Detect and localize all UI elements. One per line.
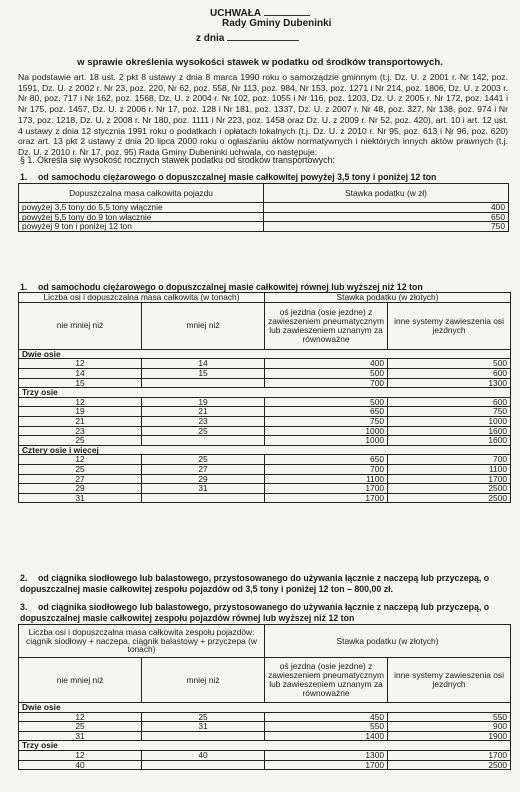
- t4-header-rate: Stawka podatku (w złotych): [265, 625, 511, 658]
- t1-row1-value: 400: [264, 203, 509, 213]
- cell-min-mass: 23: [19, 426, 142, 436]
- table-tractors-12t-plus: [18, 624, 511, 770]
- section4-heading: [20, 602, 510, 623]
- cell-min-mass: 27: [19, 474, 142, 484]
- cell-min-mass: 25: [19, 436, 142, 446]
- cell-rate-pneumatic: 1700: [265, 484, 388, 494]
- cell-rate-other: 1100: [388, 464, 511, 474]
- cell-rate-pneumatic: 1700: [265, 493, 388, 503]
- cell-max-mass: [142, 760, 265, 770]
- table-row: [19, 493, 511, 503]
- group-row: [19, 445, 511, 455]
- t1-row3-label: powyżej 9 ton i poniżej 12 ton: [19, 222, 264, 232]
- cell-rate-pneumatic: 1300: [265, 750, 388, 760]
- cell-rate-other: 550: [388, 712, 511, 722]
- cell-rate-pneumatic: 700: [265, 378, 388, 388]
- section3-text: od ciągnika siodłowego lub balastowego, przystosowanego do używania łącznie z naczepą lub przyczepą, o dopuszczalnej masie całkowitej zespołu pojazdów od 3,5 tony i poniżej 12 ton – 800,00 zł.: [20, 573, 490, 594]
- council-name: Rady Gminy Dubeninki: [222, 18, 332, 29]
- cell-rate-other: 750: [388, 407, 511, 417]
- section2-heading: [20, 282, 500, 293]
- table-row: [19, 368, 511, 378]
- date-blank: [227, 31, 299, 41]
- group-row: [19, 741, 511, 751]
- table-row: [19, 760, 511, 770]
- cell-min-mass: 40: [19, 760, 142, 770]
- section3-paragraph: [20, 573, 510, 594]
- section2-title: od samochodu ciężarowego o dopuszczalnej masie całkowitej równej lub wyższej niż 12 ton: [38, 282, 423, 292]
- group-label: Dwie osie: [19, 349, 511, 359]
- table-row: [19, 397, 511, 407]
- t2-header-axles: Liczba osi i dopuszczalna masa całkowita (w tonach): [19, 293, 265, 303]
- t1-row2-label: powyżej 5,5 tony do 9 ton włącznie: [19, 212, 264, 222]
- cell-rate-other: 2500: [388, 760, 511, 770]
- cell-max-mass: 19: [142, 397, 265, 407]
- table-row: [19, 203, 509, 213]
- doc-type: UCHWAŁA: [210, 8, 262, 19]
- cell-max-mass: 21: [142, 407, 265, 417]
- section2-number: 1.: [20, 282, 28, 292]
- date-line: [196, 31, 299, 45]
- group-row: [19, 388, 511, 398]
- cell-max-mass: 25: [142, 455, 265, 465]
- cell-max-mass: 15: [142, 368, 265, 378]
- cell-max-mass: 40: [142, 750, 265, 760]
- cell-max-mass: [142, 378, 265, 388]
- cell-min-mass: 12: [19, 455, 142, 465]
- date-prefix: z dnia: [196, 33, 225, 44]
- cell-rate-pneumatic: 550: [265, 722, 388, 732]
- t4-header-other: inne systemy zawieszenia osi jezdnych: [388, 658, 511, 703]
- table-row: [19, 731, 511, 741]
- cell-min-mass: 14: [19, 368, 142, 378]
- cell-rate-other: 1000: [388, 416, 511, 426]
- table-row: [19, 750, 511, 760]
- cell-min-mass: 29: [19, 484, 142, 494]
- group-label: Trzy osie: [19, 388, 511, 398]
- table-row: [19, 426, 511, 436]
- table-row: [19, 407, 511, 417]
- cell-rate-pneumatic: 650: [265, 455, 388, 465]
- t4-header-min: nie mniej niż: [19, 658, 142, 703]
- cell-rate-pneumatic: 1100: [265, 474, 388, 484]
- cell-max-mass: [142, 493, 265, 503]
- cell-min-mass: 12: [19, 359, 142, 369]
- cell-rate-pneumatic: 1700: [265, 760, 388, 770]
- group-label: Trzy osie: [19, 741, 511, 751]
- cell-rate-other: 1700: [388, 750, 511, 760]
- table-trucks-12t-plus: [18, 292, 511, 503]
- section4-number: 3.: [20, 602, 28, 612]
- cell-rate-pneumatic: 1000: [265, 426, 388, 436]
- cell-max-mass: 14: [142, 359, 265, 369]
- cell-max-mass: 31: [142, 484, 265, 494]
- cell-max-mass: 25: [142, 426, 265, 436]
- cell-min-mass: 12: [19, 750, 142, 760]
- table-row: [19, 378, 511, 388]
- cell-rate-other: 1900: [388, 731, 511, 741]
- cell-rate-pneumatic: 700: [265, 464, 388, 474]
- cell-min-mass: 25: [19, 464, 142, 474]
- table-row: [19, 474, 511, 484]
- table-row: [19, 436, 511, 446]
- cell-rate-other: 600: [388, 397, 511, 407]
- t2-header-other: inne systemy zawieszenia osi jezdnych: [388, 302, 511, 349]
- cell-rate-other: 1700: [388, 474, 511, 484]
- table-row: [19, 712, 511, 722]
- cell-rate-pneumatic: 1000: [265, 436, 388, 446]
- cell-max-mass: 29: [142, 474, 265, 484]
- t2-header-pneumatic: oś jezdna (osie jezdne) z zawieszeniem pneumatycznym lub zawieszeniem uznanym za równoważne: [265, 302, 388, 349]
- doc-number-blank: [264, 6, 310, 16]
- cell-rate-pneumatic: 500: [265, 397, 388, 407]
- table-row: [19, 359, 511, 369]
- t1-row2-value: 650: [264, 212, 509, 222]
- section1-heading: [20, 172, 500, 183]
- t2-header-min: nie mniej niż: [19, 302, 142, 349]
- cell-rate-pneumatic: 500: [265, 368, 388, 378]
- preamble-text: Na podstawie art. 18 ust. 2 pkt 8 ustawy z dnia 8 marca 1990 roku o samorządzie gminnym (t.j. Dz. U. z 2001 r. Nr 142, poz. 1591, Dz. U. z 2002 r. Nr 23, poz. 220, Nr 62, poz. 558, Nr 113, poz. 984, Nr 153, poz. 1271 i Nr 214, poz. 1806, Dz. U. z 2003 r. Nr 80, poz. 717 i Nr 162, poz. 1568, Dz. U. z 2004 r. Nr 102, poz. 1055 i Nr 116, poz. 1203, Dz. U. z 2005 r. Nr 172, poz. 1441 i Nr 175, poz. 1457, Dz. U. z 2006 r. Nr 17, poz. 128 i Nr 181, poz. 1337, Dz. U. z 2007 r. Nr 48, poz. 327, Nr 138, poz. 974 i Nr 173, poz. 1218, Dz. U. z 2008 r. Nr 180, poz. 1111 i Nr 223, poz. 1458 oraz Dz. U. z 2009 r. Nr 52, poz. 420), art. 10 i art. 12 ust. 4 ustawy z dnia 12 stycznia 1991 roku o podatkach i opłatach lokalnych (t.j. Dz. U. z 2010 r. Nr 95, poz. 613 i Nr 96, poz. 620) oraz art. 13 pkt 2 ustawy z dnia 20 lipca 2000 roku o ogłaszaniu aktów normatywnych i niektórych innych aktów prawnych (t.j. Dz. U. z 2010 r. Nr 17, poz. 95) Rada Gminy Dubeninki uchwala, co następuje:: [18, 72, 508, 157]
- group-row: [19, 703, 511, 713]
- cell-min-mass: 12: [19, 712, 142, 722]
- section1-title: od samochodu ciężarowego o dopuszczalnej masie całkowitej powyżej 3,5 tony i poniżej 12 ton: [38, 172, 437, 182]
- cell-rate-other: 1600: [388, 436, 511, 446]
- cell-min-mass: 21: [19, 416, 142, 426]
- group-row: [19, 349, 511, 359]
- group-label: Cztery osie i więcej: [19, 445, 511, 455]
- cell-rate-other: 1300: [388, 378, 511, 388]
- cell-min-mass: 19: [19, 407, 142, 417]
- t4-header-pneumatic: oś jezdna (osie jezdne) z zawieszeniem pneumatycznym lub zawieszeniem uznanym za równoważne: [265, 658, 388, 703]
- t1-row1-label: powyżej 3,5 tony do 5,5 tony włącznie: [19, 203, 264, 213]
- cell-max-mass: 23: [142, 416, 265, 426]
- cell-max-mass: 25: [142, 712, 265, 722]
- cell-rate-pneumatic: 450: [265, 712, 388, 722]
- section3-number: 2.: [20, 573, 28, 583]
- cell-rate-other: 900: [388, 722, 511, 732]
- table-trucks-under-12t: [18, 183, 509, 232]
- t1-row3-value: 750: [264, 222, 509, 232]
- t4-header-max: mniej niż: [142, 658, 265, 703]
- section4-title: od ciągnika siodłowego lub balastowego, przystosowanego do używania łącznie z naczepą lub przyczepą, o dopuszczalnej masie całkowitej zespołu pojazdów równej lub wyższej niż 12 ton: [20, 602, 490, 623]
- cell-max-mass: [142, 731, 265, 741]
- cell-rate-other: 600: [388, 368, 511, 378]
- t1-header-mass: Dopuszczalna masa całkowita pojazdu: [19, 184, 264, 203]
- cell-max-mass: 27: [142, 464, 265, 474]
- table-row: [19, 484, 511, 494]
- cell-max-mass: 31: [142, 722, 265, 732]
- cell-rate-other: 700: [388, 455, 511, 465]
- cell-rate-other: 1600: [388, 426, 511, 436]
- cell-min-mass: 12: [19, 397, 142, 407]
- t2-header-max: mniej niż: [142, 302, 265, 349]
- table-row: [19, 722, 511, 732]
- t4-header-axles: Liczba osi i dopuszczalna masa całkowita zespołu pojazdów: ciągnik siodłowy + naczepa, ciągnik balastowy + przyczepa (w tonach): [19, 625, 265, 658]
- cell-min-mass: 25: [19, 722, 142, 732]
- cell-min-mass: 31: [19, 493, 142, 503]
- cell-rate-pneumatic: 650: [265, 407, 388, 417]
- cell-rate-other: 2500: [388, 484, 511, 494]
- t2-header-rate: Stawka podatku (w złotych): [265, 293, 511, 303]
- paragraph-1: § 1. Określa się wysokość rocznych stawek podatku od środków transportowych:: [20, 155, 335, 165]
- cell-rate-other: 2500: [388, 493, 511, 503]
- group-label: Dwie osie: [19, 703, 511, 713]
- cell-min-mass: 31: [19, 731, 142, 741]
- table-row: [19, 222, 509, 232]
- cell-rate-other: 500: [388, 359, 511, 369]
- table-row: [19, 464, 511, 474]
- section1-number: 1.: [20, 172, 28, 182]
- cell-rate-pneumatic: 1400: [265, 731, 388, 741]
- table-row: [19, 455, 511, 465]
- cell-rate-pneumatic: 750: [265, 416, 388, 426]
- t1-header-rate: Stawka podatku (w zł): [264, 184, 509, 203]
- cell-min-mass: 15: [19, 378, 142, 388]
- cell-rate-pneumatic: 400: [265, 359, 388, 369]
- table-row: [19, 416, 511, 426]
- cell-max-mass: [142, 436, 265, 446]
- resolution-title: w sprawie określenia wysokości stawek w podatku od środków transportowych.: [77, 57, 443, 68]
